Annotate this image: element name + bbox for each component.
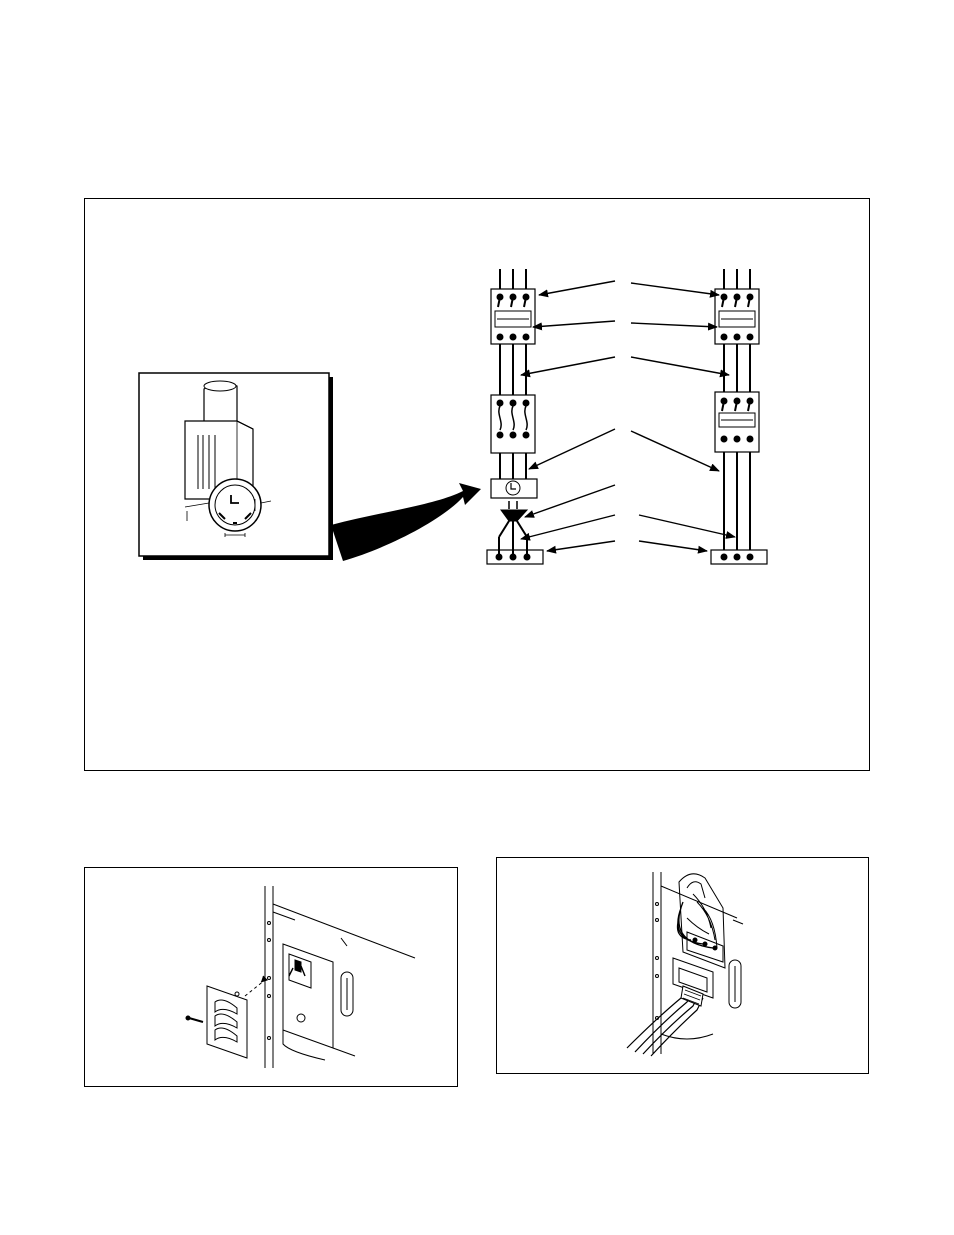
- cord-connection-icon: [497, 858, 870, 1075]
- curved-arrow-icon: [331, 483, 481, 561]
- figure-left-frame: [84, 867, 458, 1087]
- receptacle-inset-icon: [139, 373, 333, 560]
- left-circuit: [487, 269, 543, 564]
- main-diagram-frame: [84, 198, 870, 771]
- main-diagram-svg: [85, 199, 871, 772]
- cover-removal-icon: [85, 868, 459, 1088]
- figure-right-frame: [496, 857, 869, 1074]
- right-circuit: [711, 269, 767, 564]
